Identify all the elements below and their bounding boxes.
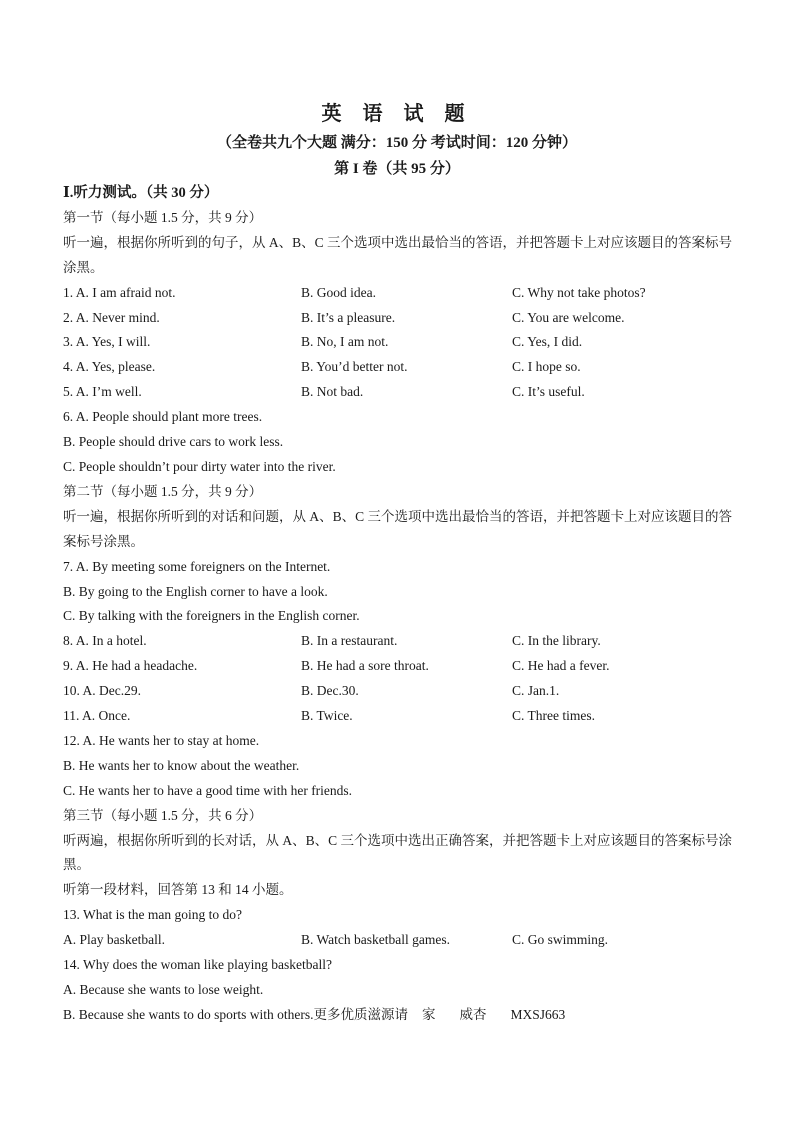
- watermark-text: MXSJ663: [510, 1006, 566, 1022]
- question-row: [63, 704, 733, 729]
- option-c: C. Jan.1.: [512, 683, 560, 699]
- question-row: [63, 629, 733, 654]
- option-b: B. In a restaurant.: [301, 633, 398, 649]
- watermark-text: 更多优质滋源请: [313, 1006, 408, 1022]
- option-a: 5. A. I’m well.: [63, 384, 142, 400]
- watermark-text: 家: [421, 1006, 436, 1022]
- question-row: [63, 281, 733, 306]
- option-b: B. Not bad.: [301, 384, 364, 400]
- question-line: C. People shouldn’t pour dirty water into the river.: [63, 458, 336, 474]
- option-a: 4. A. Yes, please.: [63, 359, 156, 375]
- option-b: B. Good idea.: [301, 284, 376, 300]
- option-a: A. Play basketball.: [63, 932, 165, 948]
- option-a: 9. A. He had a headache.: [63, 658, 198, 674]
- question-line: C. By talking with the foreigners in the English corner.: [63, 608, 360, 624]
- question-row: [63, 355, 733, 380]
- option-c: C. In the library.: [512, 633, 601, 649]
- option-c: C. It’s useful.: [512, 384, 585, 400]
- question-line: B. People should drive cars to work less.: [63, 434, 284, 450]
- question-row: [63, 380, 733, 405]
- question-line: C. He wants her to have a good time with her friends.: [63, 782, 353, 798]
- option-b: B. Watch basketball games.: [301, 932, 451, 948]
- option-b: B. Because she wants to do sports with others.: [63, 1006, 314, 1022]
- option-a: 3. A. Yes, I will.: [63, 334, 151, 350]
- question-line: 14. Why does the woman like playing basketball?: [63, 957, 332, 973]
- option-a: 1. A. I am afraid not.: [63, 284, 176, 300]
- question-line: 6. A. People should plant more trees.: [63, 409, 263, 425]
- option-a: A. Because she wants to lose weight.: [63, 982, 264, 997]
- exam-title: 英 语 试 题: [321, 103, 473, 125]
- option-c: C. Yes, I did.: [512, 334, 583, 350]
- exam-subtitle: （全卷共九个大题 满分：150 分 考试时间：120 分钟）: [216, 135, 577, 151]
- option-c: C. I hope so.: [512, 359, 581, 375]
- section-title: 第二节（每小题 1.5 分，共 9 分）: [63, 483, 263, 499]
- option-b: B. You’d better not.: [301, 359, 408, 375]
- question-row: [63, 679, 733, 704]
- option-a: 10. A. Dec.29.: [63, 683, 141, 699]
- option-b: B. Twice.: [301, 708, 353, 724]
- question-line: 12. A. He wants her to stay at home.: [63, 732, 260, 748]
- option-b: B. He had a sore throat.: [301, 658, 429, 674]
- watermark-text: 威杏: [459, 1006, 487, 1022]
- option-a: 8. A. In a hotel.: [63, 633, 147, 649]
- section-title: 第三节（每小题 1.5 分，共 6 分）: [63, 807, 263, 823]
- question-row: [63, 654, 733, 679]
- question-row: [63, 928, 733, 953]
- question-line: 13. What is the man going to do?: [63, 907, 242, 923]
- option-b: B. It’s a pleasure.: [301, 309, 396, 325]
- section-instructions: 听一遍，根据你所听到的对话和问题，从 A、B、C 三个选项中选出最恰当的答语，并把答题卡上对应该题目的答案标号涂黑。: [63, 508, 733, 549]
- volume-title: 第 I 卷（共 95 分）: [334, 161, 460, 177]
- option-b: B. No, I am not.: [301, 334, 389, 350]
- section-instructions: 听两遍，根据你所听到的长对话，从 A、B、C 三个选项中选出正确答案，并把答题卡上对应该题目的答案标号涂黑。: [63, 832, 733, 873]
- option-b: B. Dec.30.: [301, 683, 359, 699]
- option-a: 2. A. Never mind.: [63, 309, 160, 325]
- question-row: [63, 330, 733, 355]
- option-c: C. Go swimming.: [512, 932, 609, 948]
- section-title: 第一节（每小题 1.5 分，共 9 分）: [63, 209, 263, 225]
- question-line: 7. A. By meeting some foreigners on the Internet.: [63, 558, 331, 574]
- option-c: C. He had a fever.: [512, 658, 610, 674]
- question-row: [63, 306, 733, 331]
- part-heading: Ⅰ.听力测试。（共 30 分）: [63, 185, 219, 201]
- option-b-line: [63, 1003, 733, 1028]
- material-note: 听第一段材料，回答第 13 和 14 小题。: [63, 882, 293, 898]
- option-c: C. Three times.: [512, 708, 595, 724]
- exam-content: [63, 181, 733, 1028]
- option-c: C. You are welcome.: [512, 309, 625, 325]
- question-line: B. By going to the English corner to have a look.: [63, 583, 328, 599]
- section-instructions: 听一遍，根据你所听到的句子，从 A、B、C 三个选项中选出最恰当的答语，并把答题卡上对应该题目的答案标号涂黑。: [63, 234, 733, 275]
- question-line: B. He wants her to know about the weather.: [63, 757, 300, 773]
- option-c: C. Why not take photos?: [512, 284, 646, 300]
- option-a: 11. A. Once.: [63, 708, 131, 724]
